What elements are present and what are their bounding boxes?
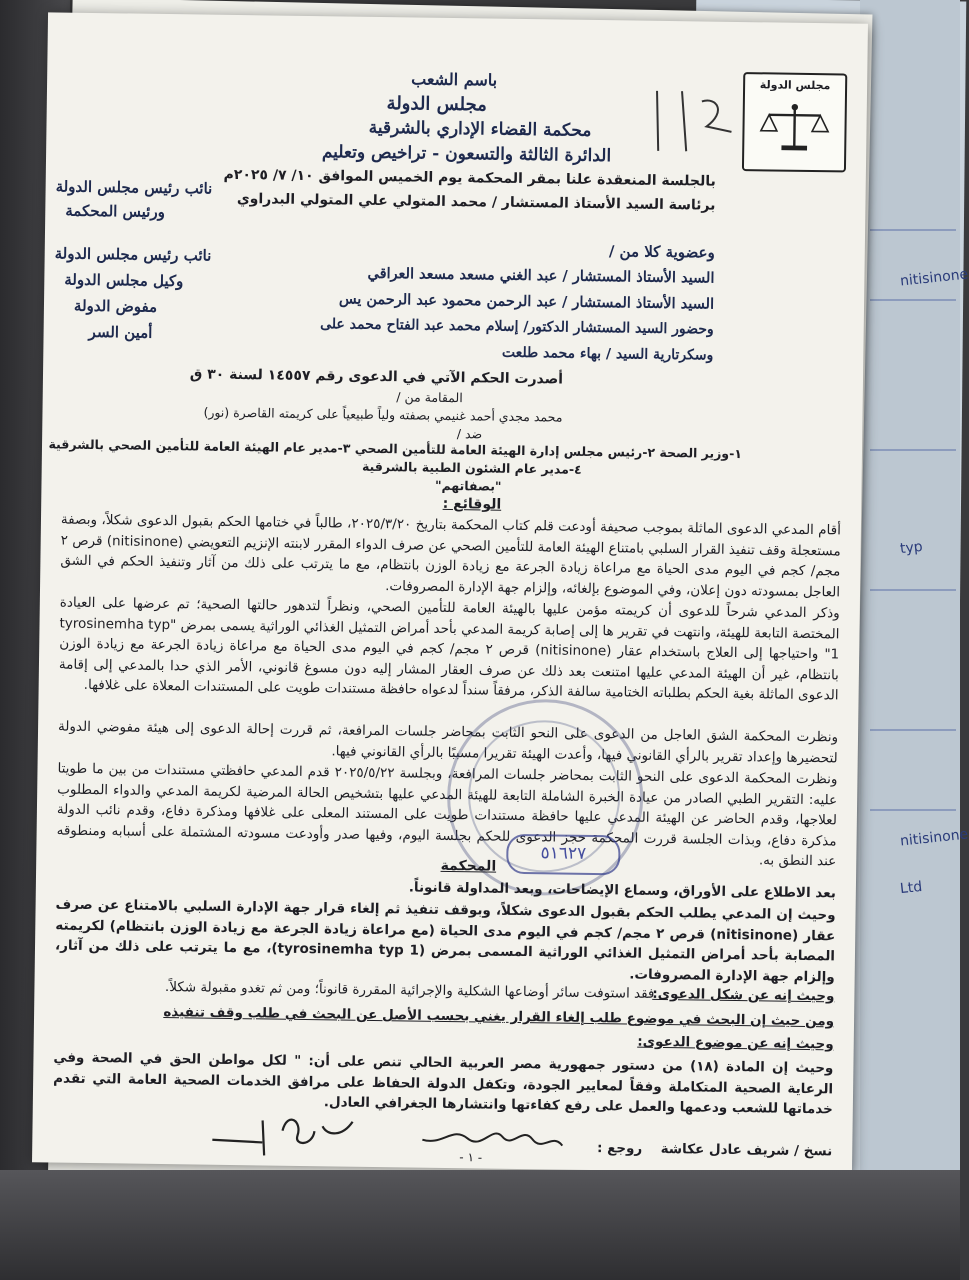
defendants-line-2: ٤-مدير عام الشئون الطبية بالشرقية	[361, 458, 582, 477]
folder-mark: typ	[899, 538, 924, 558]
member-4: وسكرتارية السيد / بهاء محمد طلعت	[501, 344, 714, 364]
folder-mark: nitisinone	[899, 826, 969, 850]
defendants-line-1: ١-وزير الصحة ٢-رئيس مجلس إدارة الهيئة العامة للتأمين الصحي ٣-مدير عام الهيئة العامة للتأمين الصحي بالشرقية	[48, 436, 743, 462]
president-title-1: نائب رئيس مجلس الدولة	[55, 177, 213, 198]
reviewer-signature	[412, 1126, 572, 1158]
presided-line: برئاسة السيد الأستاذ المستشار / محمد المتولي علي المتولي البدراوي	[236, 190, 716, 214]
president-title-2: ورئيس المحكمة	[65, 201, 166, 221]
folder-mark: nitisinone	[899, 266, 969, 290]
member-title-4: أمين السر	[88, 322, 153, 342]
facts-paragraph-3: ونظرت المحكمة الشق العاجل من الدعوى على النحو الثابت بمحاضر جلسات المرافعة، ثم قررت إحالة الدعوى إلى هيئة مفوضي الدولة لتحضيرها وإعداد تقرير بالرأي القانوني فيها، وأعدت الهيئة تقريرا مسببًا بالرأي القانوني فيها.	[57, 718, 839, 766]
member-title-1: نائب رئيس مجلس الدولة	[54, 244, 212, 265]
member-1: السيد الأستاذ المستشار / عبد الغني مسعد مسعد العراقي	[367, 264, 715, 287]
reviewed-by: روجع :	[596, 1140, 643, 1157]
subject-heading: وحيث إنه عن موضوع الدعوى:	[637, 1033, 834, 1053]
member-title-3: مفوض الدولة	[73, 296, 158, 316]
desk-surface-bottom	[0, 1170, 960, 1280]
facts-paragraph-1: أقام المدعي الدعوى الماثلة بموجب صحيفة أودعت قلم كتاب المحكمة بتاريخ ٢٠٢٥/٣/٢٠، طالباً في ختامها الحكم بقبول الدعوى شكلاً، وبصفة مستعجلة وقف تنفيذ القرار السلبي بامتناع الهيئة العامة للتأمين الصحي عن صرف الدواء المقرر لابنته الإنزيم التعويضي (nitisinone) قرص ٢ مجم/ كجم في اليوم مدى الحياة مع مراعاة زيادة الجرعة مع زيادة الوزن بانتظام، مع ما يترتب على ذلك من آثار وتنفيذ الحكم في الشق العاجل بمسودته دون إعلان، وفي الموضوع بإلغائه، وإلزام جهة الإدارة المصروفات.	[60, 511, 842, 600]
form-heading: وحيث إنه عن شكل الدعوى:	[652, 985, 835, 1005]
stamp-number: ٥١٦٢٧	[506, 834, 621, 876]
court-paragraph-1: بعد الاطلاع على الأوراق، وسماع الإيضاحات، وبعد المداولة قانوناً.	[408, 879, 836, 902]
court-name: محكمة القضاء الإداري بالشرقية	[368, 117, 592, 141]
circuit-name: الدائرة الثالثة والتسعون - تراخيص وتعليم	[321, 142, 612, 167]
member-3: وحضور السيد المستشار الدكتور/ إسلام محمد عبد الفتاح محمد على	[320, 316, 714, 338]
handwritten-mark	[646, 81, 747, 162]
court-paragraph-constitution: وحيث إن المادة (١٨) من دستور جمهورية مصر العربية الحالي تنص على أن: " لكل مواطن الحق في الصحة وفي الرعاية الصحية المتكاملة وفقاً لمعايير الجودة، وتكفل الدولة الحفاظ على مرافق الخدمات الصحية العامة التي تقدم خدماتها للشعب ودعمها والعمل على رفع كفاءتها وانتشارها الجغرافي العادل.	[53, 1049, 834, 1118]
facts-heading: الوقائع :	[442, 495, 502, 513]
basmala: باسم الشعب	[411, 69, 498, 90]
court-heading: المحكمة	[440, 857, 497, 875]
filed-by: المقامة من /	[396, 389, 463, 406]
scales-of-justice-icon	[754, 94, 835, 163]
capacity-label: "بصفاتهم"	[434, 477, 502, 494]
handwritten-signature	[202, 1100, 363, 1162]
case-issued-line: أصدرت الحكم الآتي في الدعوى رقم ١٤٥٥٧ لسنة ٣٠ ق	[189, 366, 564, 388]
seal-title: مجلس الدولة	[759, 78, 831, 93]
against-label: ضد /	[456, 426, 483, 442]
folder-mark: Ltd	[899, 878, 923, 898]
subject-preference: ومن حيث إن البحث في موضوع طلب إلغاء القرار يغني بحسب الأصل عن البحث في طلب وقف تنفيذه	[163, 1004, 835, 1030]
session-line: بالجلسة المنعقدة علنا بمقر المحكمة يوم الخميس الموافق ١٠/ ٧/ ٢٠٢٥م	[223, 166, 716, 190]
facts-paragraph-2: وذكر المدعي شرحاً للدعوى أن كريمته مؤمن عليها بالهيئة العامة للتأمين الصحي، ونظراً لتدهور حالتها الصحية؛ تم عرضها على العيادة المختصة التابعة للهيئة، وانتهت في تقرير ها إلى إصابة كريمة المدعي بأحد أمراض التمثيل الغذائي الوراثية يسمى بمرض "tyrosinemha typ 1" واحتياجها إلى العلاج باستخدام عقار (nitisinone) قرص ٢ مجم/ كجم في اليوم مدى الحياة مع مراعاة زيادة الجرعة مع زيادة الوزن بانتظام، غير أن الهيئة المدعي عليها امتنعت بعد ذلك عن صرف العقار المشار إليه دون مسوغ قانوني، الأمر الذي حدا بالمدعي إلى إقامة الدعوى الماثلة بغية الحكم بطلباته الختامية سالفة الذكر، مرفقاً سنداً لدعواه حافظة مستندات طويت على المستندات المعلاة على غلافها.	[58, 594, 840, 704]
members-heading: وعضوية كلا من /	[608, 242, 715, 262]
page-number: - ١ -	[459, 1150, 483, 1165]
council-name: مجلس الدولة	[386, 93, 487, 116]
court-ruling-page	[32, 12, 868, 1173]
form-body: فقد استوفت سائر أوضاعها الشكلية والإجرائية المقررة قانوناً؛ ومن ثم تغدو مقبولة شكلاً.	[164, 979, 655, 1002]
copied-by: نسخ / شريف عادل عكاشة	[660, 1140, 833, 1160]
council-seal	[742, 72, 847, 172]
court-paragraph-2: وحيث إن المدعي يطلب الحكم بقبول الدعوى شكلاً، وبوقف تنفيذ ثم إلغاء قرار جهة الإدارة السلبي بالامتناع عن صرف عقار (nitisinone) قرص ٢ مجم/ كجم في اليوم مدى الحياة (مع مراعاة زيادة الجرعة مع زيادة الوزن بانتظام) لكريمته المصابة بأحد أمراض التمثيل الغذائي الوراثية المسمى بمرض (tyrosinemha typ 1)، مع ما يترتب على ذلك من آثار، وإلزام جهة الإدارة المصروفات.	[54, 896, 836, 985]
facts-paragraph-4: ونظرت المحكمة الدعوى على النحو الثابت بمحاضر جلسات المرافعة، وبجلسة ٢٠٢٥/٥/٢٢ قدم المدعي حافظتي مستندات من بين ما طويتا عليه: التقرير الطبي الصادر من عيادة الخبرة الشاملة التابعة للهيئة المدعي عليها بتشخيص الحالة المرضية لكريمة المدعي والدواء المطلوب لعلاجها، وقدم الحاضر عن الهيئة المدعي عليها حافظة مستندات طويت على المستند المعلى على غلافها ومذكرة دفاع، وقدم نائب الدولة مذكرة دفاع، وبذات الجلسة قررت المحكمة حجز الدعوى للحكم بجلسة اليوم، وفيها صدر وأودعت مسودته المشتملة على أسبابه ومنطوقه عند النطق به.	[56, 760, 838, 870]
member-title-2: وكيل مجلس الدولة	[64, 270, 184, 291]
plaintiff-name: محمد مجدي أحمد غنيمي بصفته ولياً طبيعياً على كريمته القاصرة (نور)	[203, 404, 563, 425]
member-2: السيد الأستاذ المستشار / عبد الرحمن محمود عبد الرحمن يس	[338, 290, 715, 313]
